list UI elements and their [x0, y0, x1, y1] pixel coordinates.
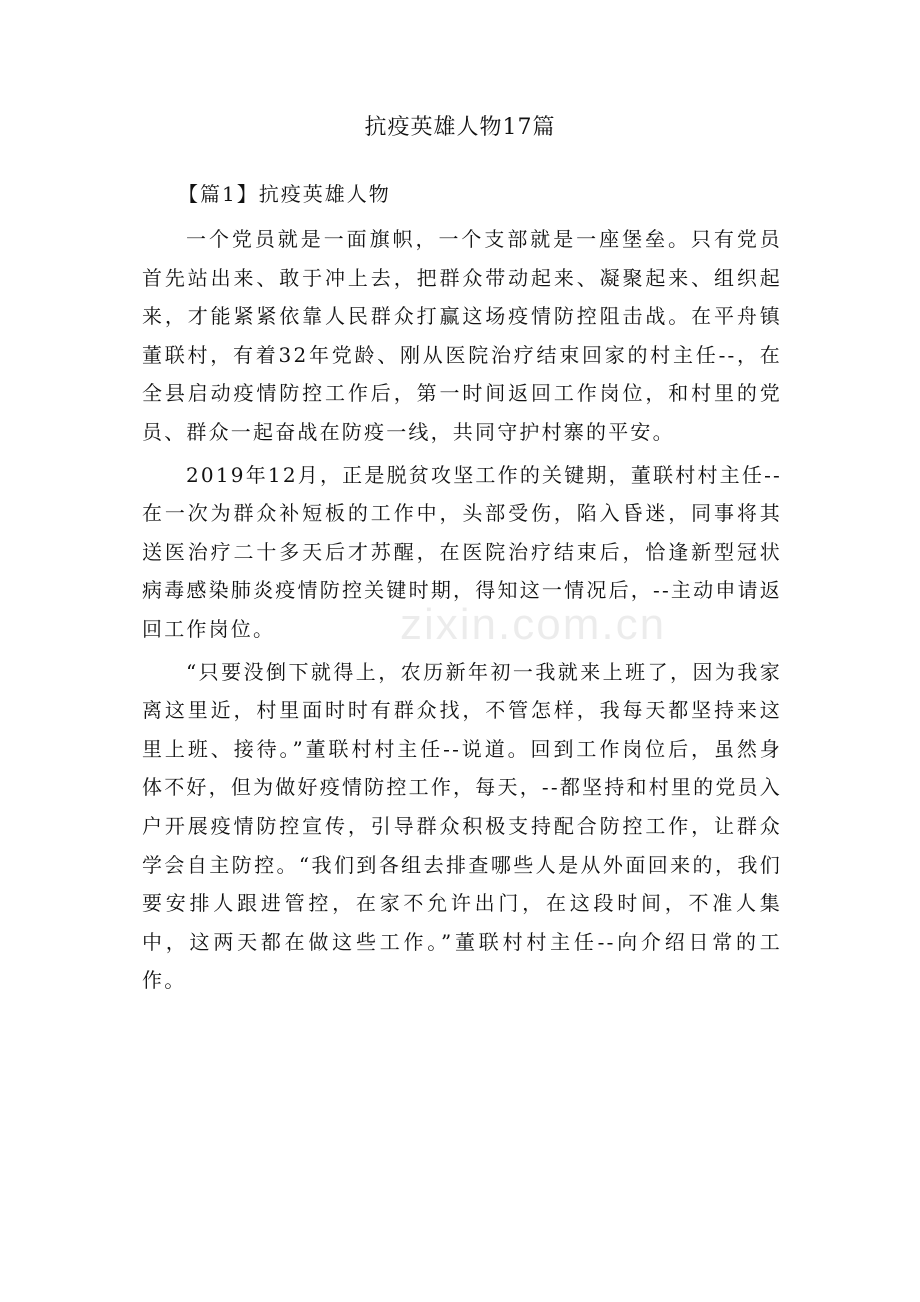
watermark: zixin.com.cn — [400, 600, 667, 649]
document-title: 抗疫英雄人物17篇 — [364, 115, 556, 140]
section-heading: 【篇1】抗疫英雄人物 — [178, 182, 391, 206]
paragraph: 一个党员就是一面旗帜，一个支部就是一座堡垒。只有党员首先站出来、敢于冲上去，把群众带动起来、凝聚起来、组织起来，才能紧紧依靠人民群众打赢这场疫情防控阻击战。在平舟镇董联村，有着32年党龄、刚从医院治疗结束回家的村主任--，在全县启动疫情防控工作后，第一时间返回工作岗位，和村里的党员、群众一起奋战在防疫一线，共同守护村寨的平安。 — [142, 227, 782, 444]
paragraph: 2019年12月，正是脱贫攻坚工作的关键期，董联村村主任--在一次为群众补短板的工作中，头部受伤，陷入昏迷，同事将其送医治疗二十多天后才苏醒，在医院治疗结束后，恰逢新型冠状病毒感染肺炎疫情防控关键时期，得知这一情况后，--主动申请返回工作岗位。 — [142, 462, 782, 641]
paragraph: “只要没倒下就得上，农历新年初一我就来上班了，因为我家离这里近，村里面时时有群众找，不管怎样，我每天都坚持来这里上班、接待。”董联村村主任--说道。回到工作岗位后，虽然身体不好，但为做好疫情防控工作，每天，--都坚持和村里的党员入户开展疫情防控宣传，引导群众积极支持配合防控工作，让群众学会自主防控。“我们到各组去排查哪些人是从外面回来的，我们要安排人跟进管控，在家不允许出门，在这段时间，不准人集中，这两天都在做这些工作。”董联村村主任--向介绍日常的工作。 — [142, 659, 782, 993]
